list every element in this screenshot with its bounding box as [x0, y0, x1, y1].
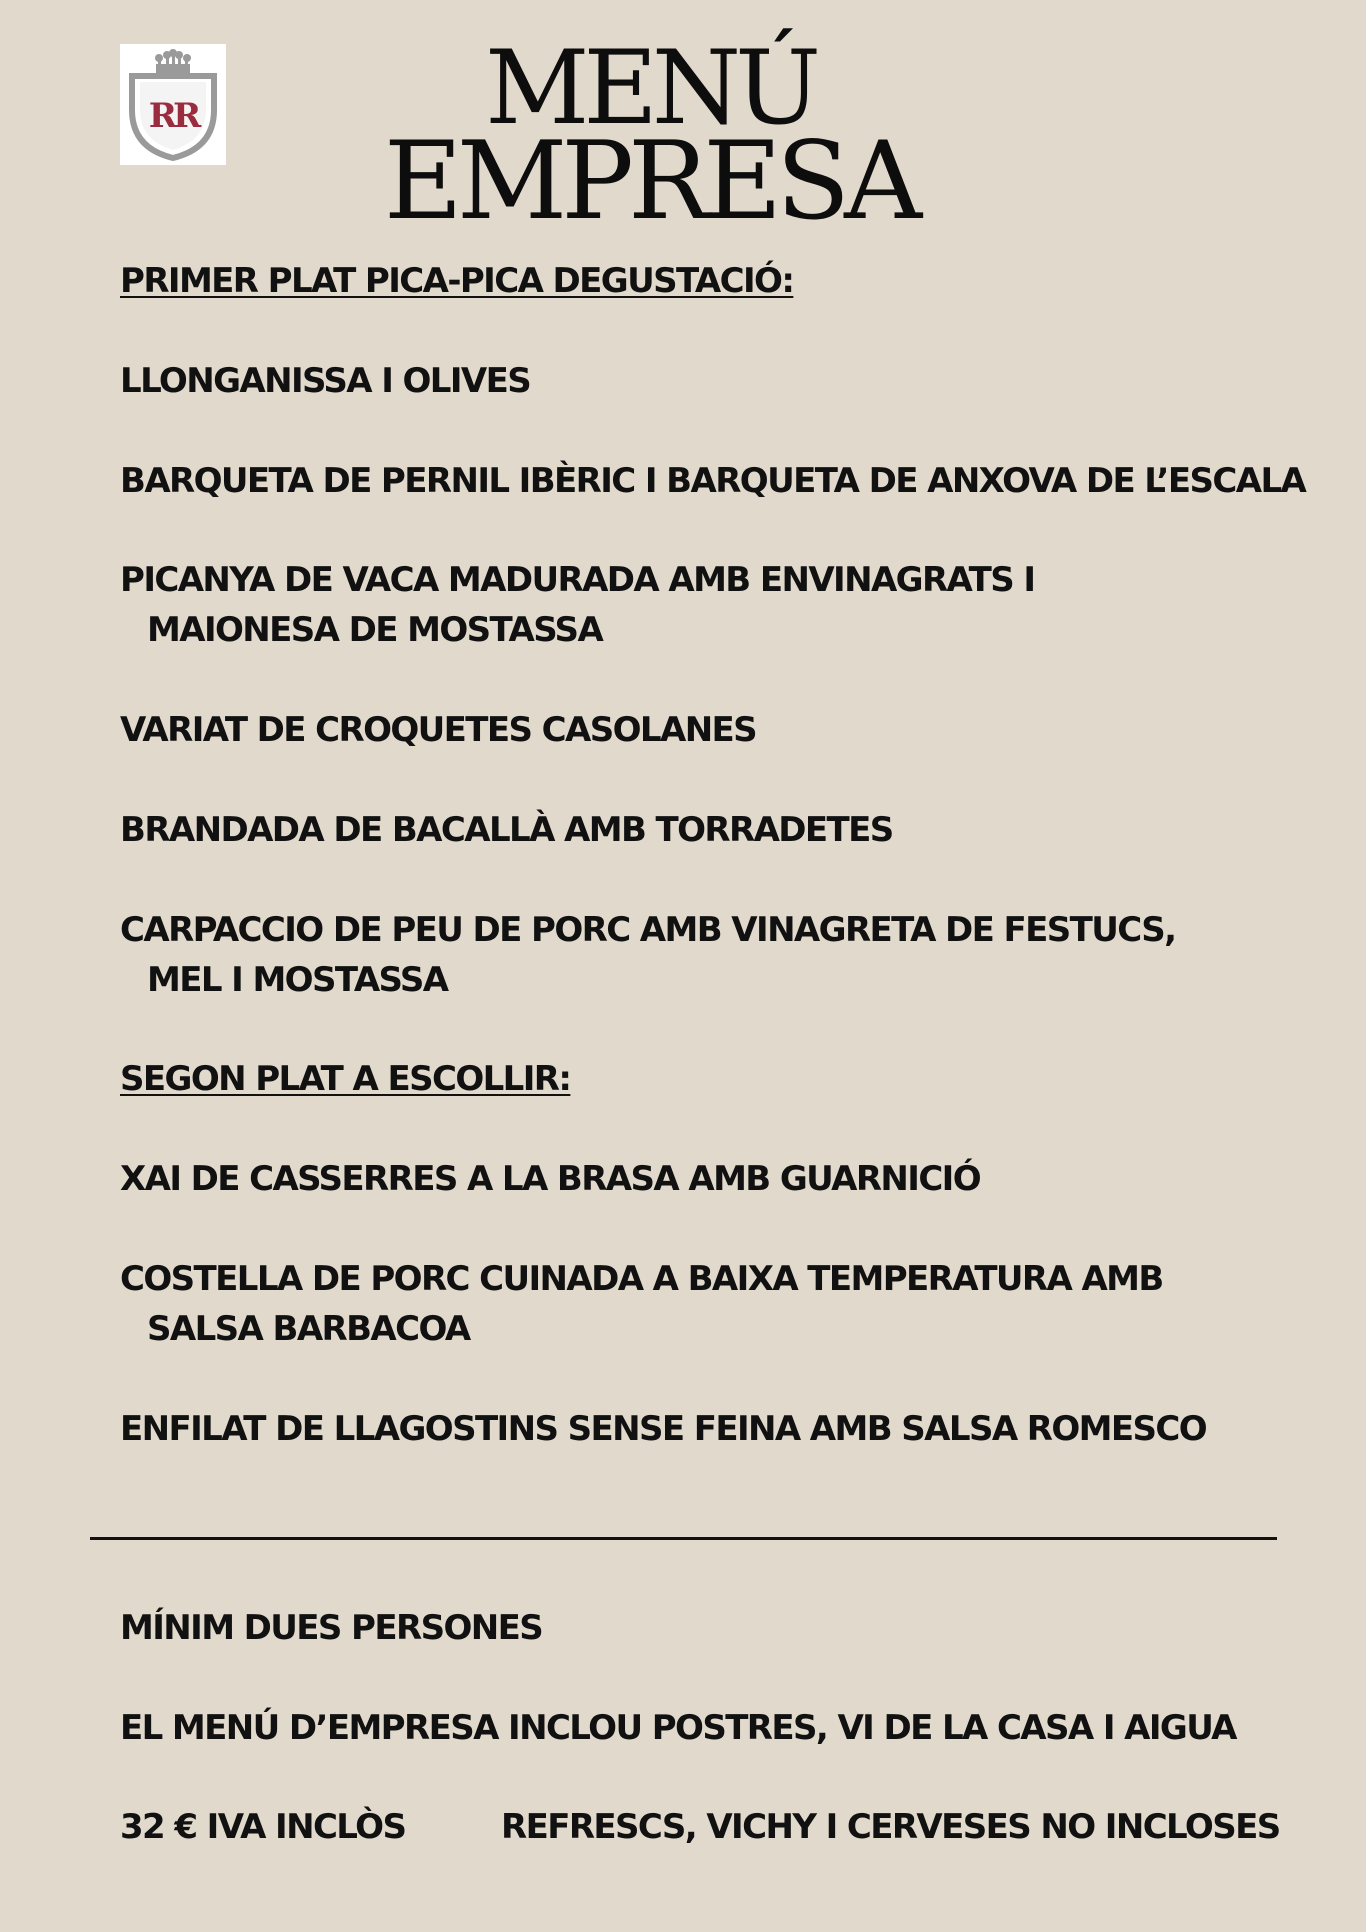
price: 32 € IVA INCLÒS [120, 1807, 406, 1847]
menu-item: COSTELLA DE PORC CUINADA A BAIXA TEMPERATURA AMB [120, 1259, 1163, 1299]
menu-item-continuation: MAIONESA DE MOSTASSA [147, 610, 603, 650]
menu-item: PICANYA DE VACA MADURADA AMB ENVINAGRATS I [120, 560, 1035, 600]
excluded-drinks-note: REFRESCS, VICHY I CERVESES NO INCLOSES [501, 1807, 1280, 1847]
minimum-persons-note: MÍNIM DUES PERSONES [120, 1608, 543, 1648]
menu-item: ENFILAT DE LLAGOSTINS SENSE FEINA AMB SALSA ROMESCO [120, 1409, 1207, 1449]
page-title-line-1: MENÚ [484, 29, 816, 148]
page-title-line-2: EMPRESA [383, 119, 917, 244]
includes-note: EL MENÚ D’EMPRESA INCLOU POSTRES, VI DE LA CASA I AIGUA [120, 1708, 1236, 1748]
menu-item: VARIAT DE CROQUETES CASOLANES [120, 710, 757, 750]
menu-item-continuation: SALSA BARBACOA [147, 1309, 470, 1349]
menu-item: BARQUETA DE PERNIL IBÈRIC I BARQUETA DE ANXOVA DE L’ESCALA [120, 461, 1306, 501]
menu-item-continuation: MEL I MOSTASSA [147, 960, 448, 1000]
menu-item: LLONGANISSA I OLIVES [120, 361, 531, 401]
logo-letters: RR [148, 96, 198, 136]
second-course-heading: SEGON PLAT A ESCOLLIR: [120, 1059, 571, 1099]
first-course-heading: PRIMER PLAT PICA-PICA DEGUSTACIÓ: [120, 261, 794, 301]
menu-item: XAI DE CASSERRES A LA BRASA AMB GUARNICIÓ [120, 1159, 981, 1199]
section-divider [90, 1537, 1277, 1540]
menu-item: CARPACCIO DE PEU DE PORC AMB VINAGRETA DE FESTUCS, [120, 910, 1176, 950]
menu-item: BRANDADA DE BACALLÀ AMB TORRADETES [120, 810, 893, 850]
